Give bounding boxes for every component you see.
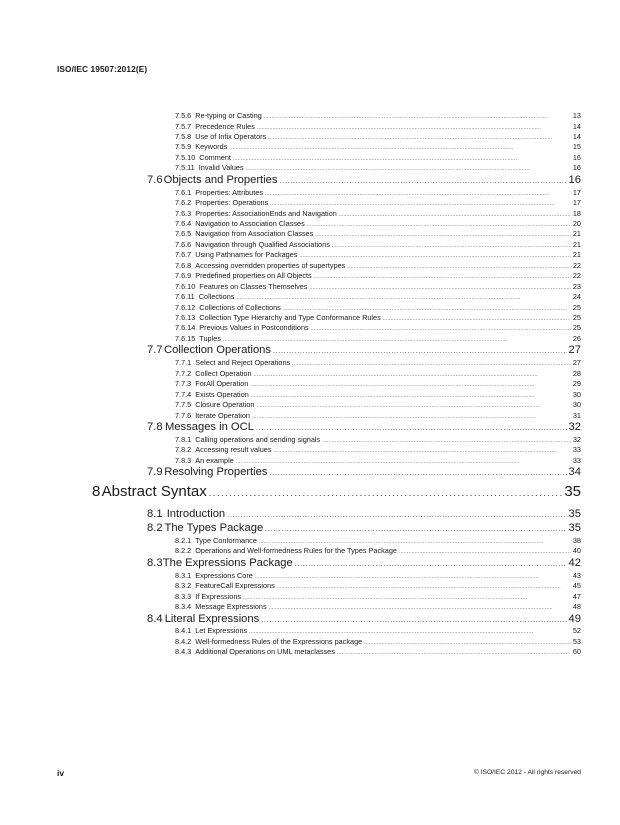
toc-entry-title: Keywords: [195, 142, 228, 152]
toc-entry-number: 7.5.8: [175, 131, 192, 141]
toc-leader-dots: [223, 337, 571, 343]
toc-entry-number: 7.6.3: [175, 208, 192, 218]
toc-entry-number: 7.7.2: [175, 368, 192, 378]
toc-entry-page: 35: [568, 522, 581, 534]
toc-entry[interactable]: [175, 456, 581, 466]
toc-leader-dots: [347, 264, 571, 270]
toc-entry[interactable]: [175, 303, 581, 313]
toc-leader-dots: [255, 574, 571, 580]
toc-entry[interactable]: [175, 122, 581, 132]
toc-entry-title: Previous Values in Postconditions: [199, 323, 309, 333]
toc-entry[interactable]: [175, 358, 581, 368]
toc-entry-page: 16: [572, 152, 581, 162]
toc-entry-title: Tuples: [199, 333, 221, 343]
toc-entry-title: Properties: AssociationEnds and Navigation: [195, 208, 337, 218]
toc-entry-title: Comment: [199, 152, 231, 162]
toc-entry[interactable]: [175, 390, 581, 400]
toc-entry-page: 30: [572, 400, 581, 409]
toc-leader-dots: [233, 156, 571, 162]
toc-entry-page: 30: [572, 389, 581, 399]
toc-entry-number: 8.3.4: [175, 602, 192, 611]
toc-leader-dots: [254, 372, 571, 378]
toc-entry-title: Closure Operation: [195, 400, 255, 409]
toc-entry-title: An example: [195, 455, 234, 465]
toc-entry-number: 7.6.2: [175, 198, 192, 207]
toc-leader-dots: [315, 232, 571, 238]
toc-entry-number: 7.6.5: [175, 229, 192, 239]
toc-entry-page: 34: [568, 466, 581, 479]
toc-entry-title: Type Conformance: [195, 535, 257, 545]
toc-leader-dots: [399, 549, 571, 555]
toc-entry[interactable]: [175, 209, 581, 219]
toc-entry[interactable]: [175, 292, 581, 302]
toc-leader-dots: [227, 512, 566, 519]
toc-entry-page: 25: [572, 313, 581, 322]
toc-entry[interactable]: [175, 188, 581, 198]
toc-entry-page: 21: [572, 239, 581, 249]
toc-entry-number: 8.1: [147, 508, 163, 521]
toc-leader-dots: [209, 488, 563, 499]
toc-entry[interactable]: [175, 111, 581, 121]
toc-entry-page: 29: [572, 379, 581, 389]
toc-entry-page: 18: [572, 208, 581, 218]
toc-entry-page: 26: [572, 333, 581, 343]
toc-entry-title: The Expressions Package: [162, 556, 293, 569]
toc-entry-title: Calling operations and sending signals: [195, 434, 321, 444]
toc-entry[interactable]: [175, 334, 581, 344]
toc-entry[interactable]: [147, 508, 581, 522]
toc-entry[interactable]: [175, 313, 581, 323]
toc-leader-dots: [322, 438, 571, 444]
toc-leader-dots: [299, 253, 570, 259]
toc-entry[interactable]: [175, 282, 581, 292]
toc-entry-page: 13: [572, 111, 581, 120]
toc-entry-title: Re-typing or Casting: [195, 111, 262, 120]
toc-leader-dots: [270, 201, 571, 207]
toc-entry-page: 52: [572, 626, 581, 636]
toc-entry[interactable]: [175, 379, 581, 389]
toc-entry-title: Accessing overridden properties of supertypes: [195, 260, 346, 270]
toc-entry[interactable]: [175, 626, 581, 636]
toc-entry-number: 7.6.12: [175, 302, 196, 312]
toc-leader-dots: [249, 629, 571, 635]
toc-entry-title: If Expressions: [195, 591, 242, 601]
toc-entry-page: 42: [568, 556, 581, 569]
toc-entry-title: Using Pathnames for Packages: [195, 250, 298, 260]
toc-leader-dots: [265, 191, 571, 197]
toc-entry-number: 8: [92, 483, 101, 501]
toc-entry-page: 32: [568, 420, 581, 433]
toc-entry-page: 49: [568, 612, 581, 625]
toc-entry-number: 7.6.4: [175, 218, 192, 228]
toc-entry[interactable]: [147, 522, 581, 536]
toc-leader-dots: [269, 605, 571, 611]
toc-entry-number: 8.2: [147, 522, 163, 534]
toc-entry-page: 14: [572, 121, 581, 131]
toc-leader-dots: [264, 114, 571, 120]
toc-entry[interactable]: [175, 261, 581, 271]
toc-entry-title: Features on Classes Themselves: [199, 281, 308, 291]
toc-entry[interactable]: [175, 163, 581, 173]
toc-entry-number: 7.6.1: [175, 187, 192, 197]
toc-leader-dots: [295, 561, 567, 568]
toc-leader-dots: [314, 274, 571, 280]
toc-leader-dots: [279, 178, 566, 185]
toc-entry-number: 7.5.10: [175, 152, 196, 162]
toc-entry-title: Properties: Attributes: [195, 187, 263, 197]
toc-entry-page: 47: [572, 591, 581, 601]
toc-entry[interactable]: [175, 445, 581, 455]
toc-entry-page: 14: [572, 131, 581, 141]
toc-entry[interactable]: [175, 592, 581, 602]
toc-leader-dots: [309, 285, 570, 291]
toc-leader-dots: [261, 617, 566, 624]
toc-entry[interactable]: [175, 132, 581, 142]
toc-entry-title: Use of Infix Operators: [195, 131, 267, 141]
toc-entry-page: 24: [572, 292, 581, 302]
toc-entry-number: 7.6.6: [175, 239, 192, 249]
toc-entry-title: Collections: [198, 292, 235, 302]
toc-entry[interactable]: [175, 250, 581, 260]
toc-leader-dots: [292, 361, 571, 367]
toc-entry-page: 21: [572, 229, 581, 239]
toc-entry-number: 7.5.6: [175, 111, 192, 120]
toc-entry[interactable]: [147, 174, 581, 188]
document-id-header: ISO/IEC 19507:2012(E): [57, 64, 148, 74]
toc-entry-page: 48: [572, 602, 581, 611]
toc-entry-title: Navigation through Qualified Associations: [195, 239, 330, 249]
toc-leader-dots: [283, 306, 571, 312]
toc-entry[interactable]: [175, 369, 581, 379]
toc-entry-number: 7.5.9: [175, 142, 192, 152]
toc-entry-number: 7.8.1: [175, 434, 192, 444]
toc-leader-dots: [246, 166, 571, 172]
toc-entry-title: Accessing result values: [195, 445, 272, 455]
toc-entry-page: 20: [572, 218, 581, 228]
toc-entry-page: 32: [572, 434, 581, 444]
toc-entry-number: 8.2.2: [175, 546, 192, 556]
toc-leader-dots: [257, 125, 571, 131]
toc-leader-dots: [277, 584, 571, 590]
toc-entry-page: 31: [572, 410, 581, 420]
toc-entry-number: 7.5.11: [175, 163, 195, 173]
toc-entry-number: 7.6.11: [175, 292, 195, 302]
toc-entry[interactable]: [175, 637, 581, 647]
toc-entry-page: 40: [572, 546, 581, 556]
toc-entry-page: 22: [572, 260, 581, 270]
copyright-notice: © ISO/IEC 2012 - All rights reserved: [473, 769, 581, 776]
toc-entry-title: ForAll Operation: [195, 379, 249, 389]
toc-entry[interactable]: [147, 557, 581, 571]
toc-entry[interactable]: [175, 271, 581, 281]
toc-leader-dots: [307, 222, 571, 228]
toc-entry[interactable]: [175, 647, 581, 657]
toc-entry-title: Well-formedness Rules of the Expressions package: [195, 636, 363, 646]
toc-entry-title: Collection Type Hierarchy and Type Conformance Rules: [199, 313, 381, 322]
toc-entry-page: 17: [572, 187, 581, 197]
toc-entry[interactable]: [175, 400, 581, 410]
toc-leader-dots: [265, 526, 566, 533]
toc-leader-dots: [364, 640, 571, 646]
toc-entry-title: Collections of Collections: [199, 302, 281, 312]
toc-entry-number: 7.6.8: [175, 260, 192, 270]
toc-entry-number: 7.7.5: [175, 400, 192, 409]
toc-entry-page: 28: [572, 368, 581, 378]
toc-entry[interactable]: [175, 229, 581, 239]
toc-entry-title: Expressions Core: [195, 570, 253, 580]
toc-leader-dots: [339, 212, 571, 218]
toc-entry-number: 7.7.1: [175, 358, 192, 368]
toc-entry-title: Let Expressions: [195, 626, 248, 636]
toc-entry-title: Properties: Operations: [195, 198, 269, 207]
toc-entry-number: 7.7.4: [175, 389, 192, 399]
toc-entry-page: 25: [572, 323, 581, 333]
toc-leader-dots: [268, 135, 571, 141]
toc-entry[interactable]: [92, 483, 581, 503]
toc-entry[interactable]: [175, 536, 581, 546]
toc-entry-title: Collect Operation: [195, 368, 252, 378]
toc-leader-dots: [273, 348, 567, 355]
toc-entry-title: Collection Operations: [164, 344, 271, 357]
toc-entry-page: 53: [572, 636, 581, 646]
toc-entry-page: 38: [572, 535, 581, 545]
toc-entry[interactable]: [147, 344, 581, 358]
toc-entry-page: 27: [572, 358, 581, 368]
toc-entry-page: 45: [572, 581, 581, 591]
toc-entry-page: 22: [572, 271, 581, 281]
toc-entry-title: Message Expressions: [195, 602, 267, 611]
toc-entry[interactable]: [175, 142, 581, 152]
toc-leader-dots: [252, 414, 571, 420]
toc-entry[interactable]: [175, 411, 581, 421]
toc-entry-number: 7.7.3: [175, 379, 192, 389]
toc-entry-number: 7.8.3: [175, 455, 192, 465]
toc-entry-title: Select and Reject Operations: [195, 358, 291, 368]
toc-entry[interactable]: [147, 421, 581, 435]
toc-entry[interactable]: [175, 546, 581, 556]
toc-entry-number: 7.6.13: [175, 313, 196, 322]
toc-entry-page: 27: [568, 344, 581, 357]
toc-entry-number: 7.6.14: [175, 323, 196, 333]
toc-leader-dots: [229, 145, 571, 151]
toc-entry-number: 7.7.6: [175, 410, 192, 420]
toc-entry-page: 35: [568, 508, 581, 521]
toc-entry-number: 7.6: [147, 173, 163, 186]
toc-leader-dots: [243, 595, 571, 601]
toc-entry-title: Messages in OCL: [165, 420, 254, 433]
toc-entry-page: 43: [572, 570, 581, 580]
toc-entry-title: Predefined properties on All Objects: [195, 271, 312, 281]
toc-entry-title: Operations and Well-formedness Rules for the Types Package: [195, 546, 397, 556]
toc-leader-dots: [337, 650, 571, 656]
toc-entry-page: 23: [572, 281, 581, 291]
toc-entry[interactable]: [175, 435, 581, 445]
toc-entry-number: 8.3.2: [175, 581, 192, 591]
toc-entry[interactable]: [175, 323, 581, 333]
toc-entry-title: FeatureCall Expressions: [195, 581, 275, 591]
toc-entry-number: 8.4: [147, 612, 163, 625]
toc-entry-page: 33: [572, 455, 581, 465]
page-number-label: iv: [57, 768, 65, 778]
toc-entry-title: Exists Operation: [195, 389, 249, 399]
toc-entry-title: Resolving Properties: [164, 466, 268, 479]
toc-entry[interactable]: [147, 613, 581, 627]
toc-entry-title: Navigation from Association Classes: [195, 229, 314, 239]
toc-entry[interactable]: [175, 153, 581, 163]
toc-entry-title: Navigation to Association Classes: [195, 218, 305, 228]
toc-entry-page: 16: [572, 163, 581, 173]
toc-entry-page: 15: [572, 142, 581, 152]
toc-entry-title: Abstract Syntax: [101, 483, 207, 501]
toc-entry-page: 16: [568, 173, 581, 186]
toc-entry-number: 7.6.15: [175, 333, 196, 343]
toc-entry[interactable]: [175, 219, 581, 229]
toc-entry[interactable]: [175, 240, 581, 250]
toc-entry-title: Iterate Operation: [195, 410, 250, 420]
toc-leader-dots: [383, 316, 571, 322]
toc-entry-number: 8.2.1: [175, 535, 192, 545]
toc-entry-title: Literal Expressions: [164, 612, 260, 625]
toc-entry-number: 7.8: [147, 420, 163, 433]
toc-leader-dots: [256, 403, 570, 409]
toc-entry-number: 8.3.3: [175, 591, 192, 601]
toc-entry[interactable]: [175, 602, 581, 612]
toc-entry-page: 33: [572, 445, 581, 455]
toc-entry-number: 7.5.7: [175, 121, 192, 131]
toc-leader-dots: [236, 295, 570, 301]
toc-entry-title: Additional Operations on UML metaclasses: [195, 647, 335, 657]
toc-entry-page: 60: [572, 647, 581, 657]
toc-entry[interactable]: [147, 466, 581, 480]
toc-entry-number: 7.8.2: [175, 445, 192, 455]
toc-entry-number: 8.3.1: [175, 570, 192, 580]
toc-entry[interactable]: [175, 571, 581, 581]
toc-leader-dots: [236, 459, 571, 465]
toc-entry-title: Introduction: [166, 508, 226, 521]
toc-entry[interactable]: [175, 581, 581, 591]
toc-entry-page: 17: [572, 198, 581, 207]
toc-entry-number: 7.6.9: [175, 271, 192, 281]
toc-entry-number: 8.3: [147, 556, 163, 569]
toc-leader-dots: [332, 243, 571, 249]
toc-leader-dots: [269, 470, 566, 477]
toc-entry-number: 8.4.2: [175, 636, 192, 646]
toc-entry-page: 35: [564, 483, 581, 501]
toc-entry-number: 7.7: [147, 344, 163, 357]
toc-entry-number: 7.6.10: [175, 281, 196, 291]
toc-entry-page: 21: [572, 250, 581, 260]
toc-entry-title: Precedence Rules: [195, 121, 255, 131]
toc-entry-title: The Types Package: [164, 522, 264, 534]
toc-leader-dots: [273, 448, 570, 454]
toc-entry-title: Objects and Properties: [163, 173, 278, 186]
toc-entry-title: Invalid Values: [198, 163, 244, 173]
toc-entry-number: 7.9: [147, 466, 163, 479]
toc-entry-page: 25: [572, 302, 581, 312]
toc-leader-dots: [256, 425, 567, 432]
toc-leader-dots: [251, 393, 571, 399]
toc-entry-number: 8.4.3: [175, 647, 192, 657]
toc-leader-dots: [259, 539, 571, 545]
toc-leader-dots: [311, 326, 571, 332]
toc-entry[interactable]: [175, 198, 581, 208]
toc-entry-number: 8.4.1: [175, 626, 192, 636]
toc-entry-number: 7.6.7: [175, 250, 192, 260]
toc-leader-dots: [250, 382, 571, 388]
